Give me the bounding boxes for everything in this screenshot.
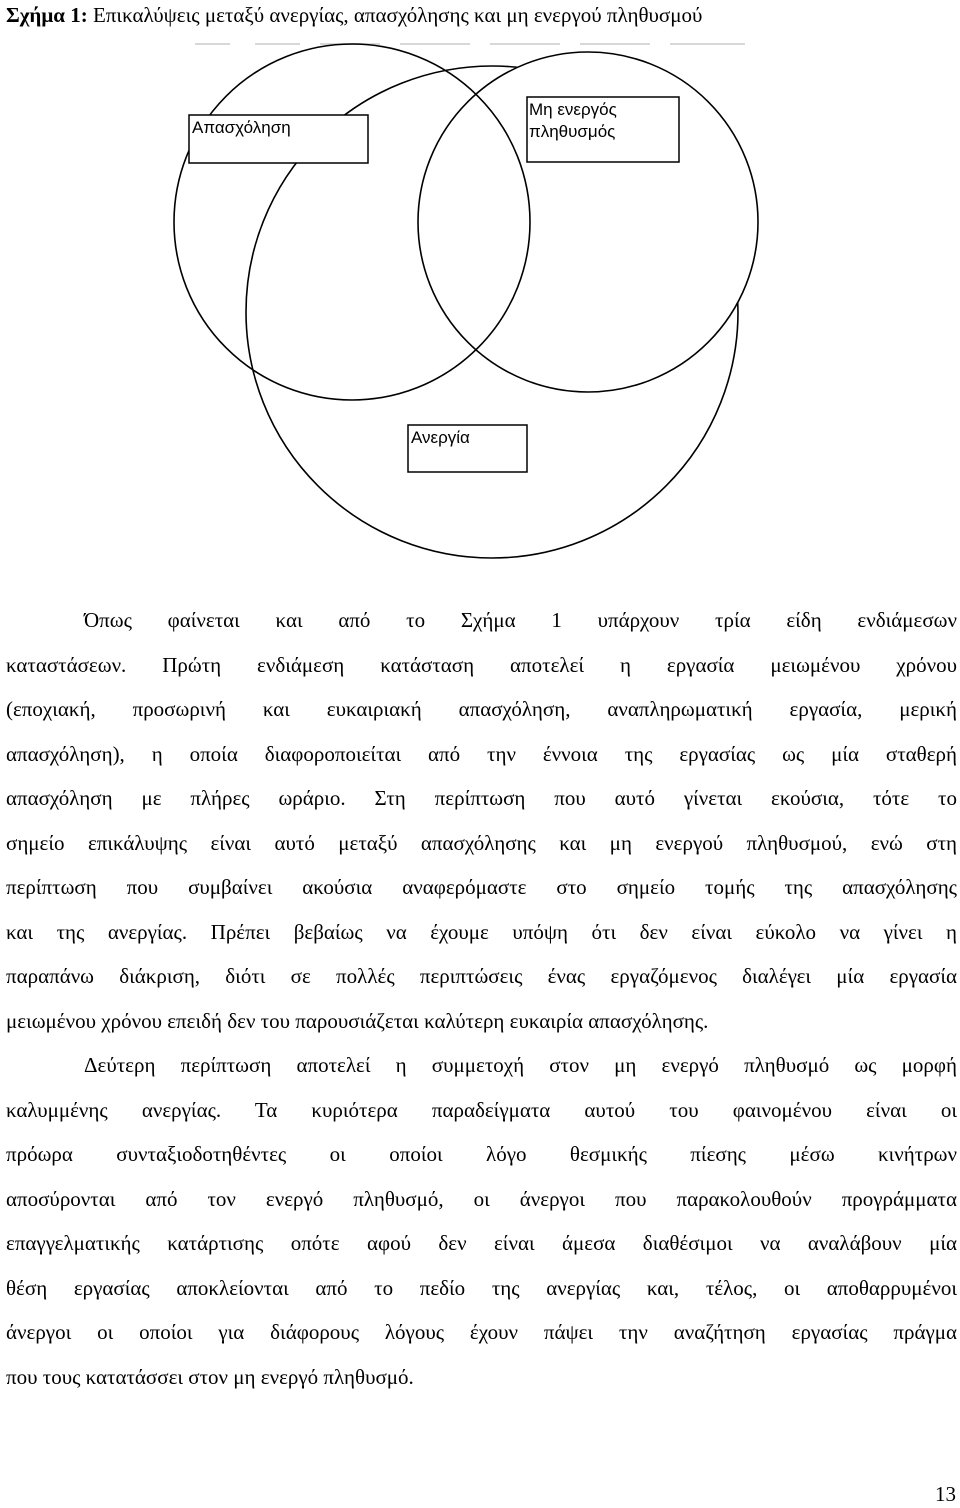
employment-label: Απασχόληση bbox=[192, 118, 291, 137]
text-line: (εποχιακή, προσωρινή και ευκαιριακή απασχόληση, αναπληρωματική εργασία, μερική bbox=[6, 697, 957, 721]
overlap-diagram bbox=[0, 0, 960, 560]
text-line: καλυμμένης ανεργίας. Τα κυριότερα παραδείγματα αυτού του φαινομένου είναι οι bbox=[6, 1097, 957, 1122]
text-line: Όπως φαίνεται και από το Σχήμα 1 υπάρχουν τρία είδη ενδιάμεσων bbox=[84, 608, 957, 632]
text-line: παραπάνω διάκριση, διότι σε πολλές περιπτώσεις ένας εργαζόμενος διαλέγει μία εργασία bbox=[6, 964, 957, 988]
text-line: σημείο επικάλυψης είναι αυτό μεταξύ απασχόλησης και μη ενεργού πληθυσμού, ενώ στη bbox=[6, 830, 957, 855]
text-line: αποσύρονται από τον ενεργό πληθυσμό, οι άνεργοι που παρακολουθούν προγράμματα bbox=[6, 1186, 957, 1211]
text-line: επαγγελματικής κατάρτισης οπότε αφού δεν είναι άμεσα διαθέσιμοι να αναλάβουν μία bbox=[6, 1231, 957, 1255]
text-line: και της ανεργίας. Πρέπει βεβαίως να έχουμε υπόψη ότι δεν είναι εύκολο να γίνει η bbox=[6, 919, 957, 944]
paragraph-2 bbox=[6, 1043, 957, 1399]
text-line: απασχόληση), η οποία διαφοροποιείται από την έννοια της εργασίας ως μία σταθερή bbox=[6, 741, 957, 766]
text-line: που τους κατατάσσει στον μη ενεργό πληθυσμό. bbox=[6, 1364, 414, 1389]
text-line: καταστάσεων. Πρώτη ενδιάμεση κατάσταση αποτελεί η εργασία μειωμένου χρόνου bbox=[6, 652, 957, 677]
text-line: Δεύτερη περίπτωση αποτελεί η συμμετοχή στον μη ενεργό πληθυσμό ως μορφή bbox=[84, 1053, 957, 1077]
inactive-population-label: Μη ενεργός πληθυσμός bbox=[529, 100, 617, 141]
page-number: 13 bbox=[935, 1482, 956, 1506]
figure-caption-text: Επικαλύψεις μεταξύ ανεργίας, απασχόλησης και μη ενεργού πληθυσμού bbox=[87, 3, 703, 27]
figure-caption-prefix: Σχήμα 1: bbox=[6, 3, 88, 27]
text-line: άνεργοι οι οποίοι για διάφορους λόγους έχουν πάψει την αναζήτηση εργασίας πράγμα bbox=[6, 1320, 957, 1344]
unemployment-label: Ανεργία bbox=[411, 428, 470, 447]
body-text bbox=[6, 598, 957, 1399]
text-line: απασχόληση με πλήρες ωράριο. Στη περίπτωση που αυτό γίνεται εκούσια, τότε το bbox=[6, 786, 957, 810]
text-line: περίπτωση που συμβαίνει ακούσια αναφερόμαστε στο σημείο τομής της απασχόλησης bbox=[6, 875, 957, 899]
text-line: πρόωρα συνταξιοδοτηθέντες οι οποίοι λόγο θεσμικής πίεσης μέσω κινήτρων bbox=[6, 1142, 957, 1166]
text-line: θέση εργασίας αποκλείονται από το πεδίο της ανεργίας και, τέλος, οι αποθαρρυμένοι bbox=[6, 1275, 957, 1300]
text-line: μειωμένου χρόνου επειδή δεν του παρουσιάζεται καλύτερη ευκαιρία απασχόλησης. bbox=[6, 1008, 709, 1033]
paragraph-1 bbox=[6, 598, 957, 1043]
